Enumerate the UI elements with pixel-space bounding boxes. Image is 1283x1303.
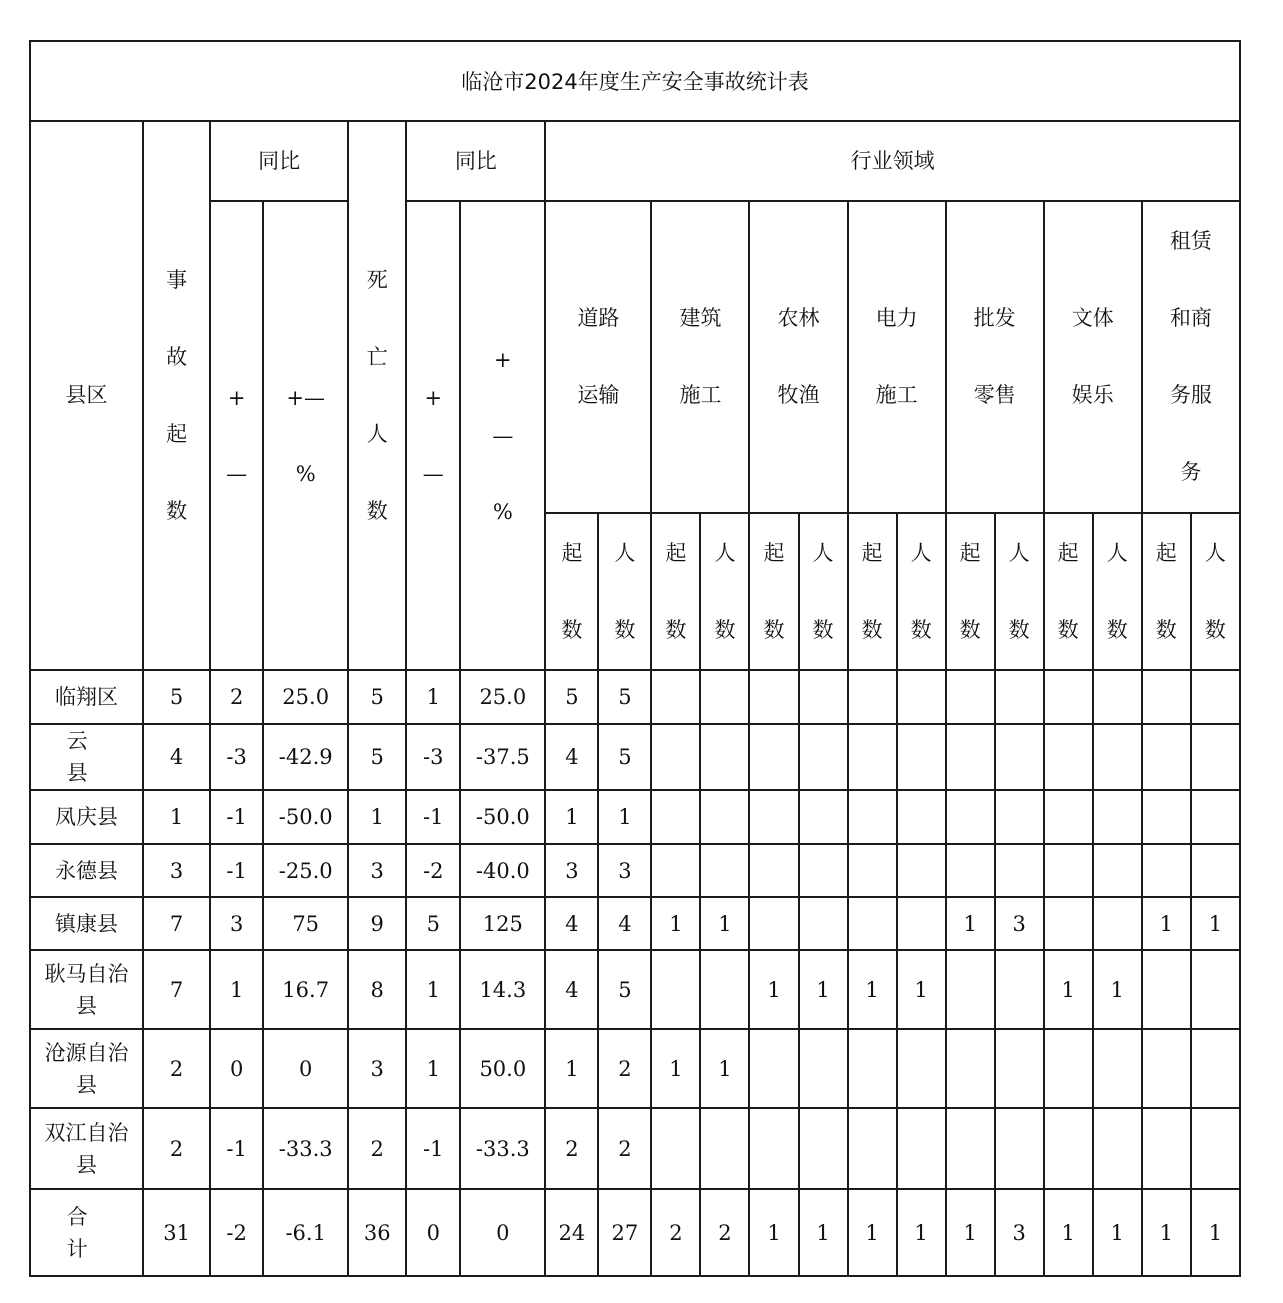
- data-cell: [799, 790, 848, 844]
- data-cell: [749, 897, 798, 950]
- data-cell: [651, 1108, 700, 1189]
- data-cell: [946, 1108, 995, 1189]
- data-cell: 1: [1093, 950, 1142, 1029]
- data-cell: 1: [651, 1029, 700, 1108]
- data-cell: [1093, 670, 1142, 724]
- subheader-people: 人数: [598, 513, 651, 670]
- total-row: [30, 1189, 1240, 1276]
- table-row: [30, 897, 1240, 950]
- data-cell: [749, 1029, 798, 1108]
- data-cell: 5: [598, 670, 651, 724]
- subheader-count: 起数: [848, 513, 897, 670]
- data-cell: [1142, 844, 1191, 897]
- header-deaths: 死亡人数: [348, 121, 406, 670]
- data-cell: 3: [545, 844, 598, 897]
- data-cell: [749, 670, 798, 724]
- data-cell: [1142, 790, 1191, 844]
- data-cell: [1044, 1029, 1093, 1108]
- data-cell: -2: [210, 1189, 263, 1276]
- data-cell: [848, 724, 897, 790]
- data-cell: -25.0: [263, 844, 348, 897]
- data-cell: 0: [210, 1029, 263, 1108]
- county-name: 双江自治县: [30, 1108, 143, 1189]
- data-cell: -1: [406, 790, 460, 844]
- data-cell: 3: [348, 1029, 406, 1108]
- header-accidents-pct: +—%: [263, 201, 348, 670]
- data-cell: [1093, 724, 1142, 790]
- data-cell: [1044, 897, 1093, 950]
- data-cell: [995, 724, 1044, 790]
- data-cell: [749, 1108, 798, 1189]
- data-cell: 16.7: [263, 950, 348, 1029]
- header-accidents-diff: +—: [210, 201, 263, 670]
- county-name: 永德县: [30, 844, 143, 897]
- data-cell: [799, 1108, 848, 1189]
- data-cell: [651, 790, 700, 844]
- subheader-people: 人数: [799, 513, 848, 670]
- data-cell: 1: [1093, 1189, 1142, 1276]
- data-cell: [700, 724, 749, 790]
- data-cell: 5: [406, 897, 460, 950]
- data-cell: [995, 1029, 1044, 1108]
- data-cell: 27: [598, 1189, 651, 1276]
- data-cell: 5: [598, 950, 651, 1029]
- header-sector-retail: 批发零售: [946, 201, 1044, 513]
- data-cell: 3: [995, 1189, 1044, 1276]
- county-name: 云 县: [30, 724, 143, 790]
- accident-statistics-table: [29, 40, 1241, 1277]
- header-deaths-pct: +—%: [460, 201, 545, 670]
- data-cell: -42.9: [263, 724, 348, 790]
- header-yoy-deaths: 同比: [406, 121, 545, 201]
- data-cell: 1: [848, 950, 897, 1029]
- data-cell: [1191, 724, 1240, 790]
- data-cell: 1: [897, 1189, 946, 1276]
- data-cell: [995, 1108, 1044, 1189]
- data-cell: [995, 950, 1044, 1029]
- data-cell: -33.3: [263, 1108, 348, 1189]
- data-cell: [946, 670, 995, 724]
- data-cell: 2: [143, 1029, 210, 1108]
- subheader-count: 起数: [946, 513, 995, 670]
- data-cell: [946, 790, 995, 844]
- data-cell: -50.0: [263, 790, 348, 844]
- subheader-count: 起数: [749, 513, 798, 670]
- data-cell: 1: [897, 950, 946, 1029]
- data-cell: 3: [598, 844, 651, 897]
- data-cell: [1142, 724, 1191, 790]
- data-cell: 4: [545, 897, 598, 950]
- data-cell: 1: [799, 1189, 848, 1276]
- data-cell: [1093, 1029, 1142, 1108]
- data-cell: -33.3: [460, 1108, 545, 1189]
- data-cell: 7: [143, 950, 210, 1029]
- data-cell: [1142, 1029, 1191, 1108]
- data-cell: [946, 724, 995, 790]
- data-cell: 1: [1191, 1189, 1240, 1276]
- header-sector-construction: 建筑施工: [651, 201, 749, 513]
- data-cell: 1: [946, 1189, 995, 1276]
- data-cell: [799, 1029, 848, 1108]
- data-cell: [995, 844, 1044, 897]
- data-cell: 1: [749, 950, 798, 1029]
- data-cell: [749, 724, 798, 790]
- data-cell: [700, 790, 749, 844]
- county-name: 耿马自治县: [30, 950, 143, 1029]
- header-sector-leasing: 租赁和商务服务: [1142, 201, 1240, 513]
- subheader-people: 人数: [1093, 513, 1142, 670]
- header-county: 县区: [30, 121, 143, 670]
- data-cell: 2: [348, 1108, 406, 1189]
- data-cell: 3: [210, 897, 263, 950]
- data-cell: 3: [995, 897, 1044, 950]
- data-cell: 1: [545, 1029, 598, 1108]
- data-cell: [1044, 1108, 1093, 1189]
- data-cell: [749, 790, 798, 844]
- data-cell: 1: [210, 950, 263, 1029]
- data-cell: 3: [348, 844, 406, 897]
- data-cell: [848, 790, 897, 844]
- data-cell: [799, 844, 848, 897]
- data-cell: [651, 950, 700, 1029]
- data-cell: 1: [1142, 897, 1191, 950]
- table-row: [30, 670, 1240, 724]
- data-cell: 1: [406, 950, 460, 1029]
- data-cell: 1: [700, 1029, 749, 1108]
- data-cell: 2: [598, 1029, 651, 1108]
- data-cell: 1: [598, 790, 651, 844]
- header-accidents: 事故起数: [143, 121, 210, 670]
- table-row: [30, 790, 1240, 844]
- data-cell: [1191, 670, 1240, 724]
- county-name: 凤庆县: [30, 790, 143, 844]
- data-cell: [848, 844, 897, 897]
- data-cell: [651, 670, 700, 724]
- data-cell: -1: [210, 790, 263, 844]
- data-cell: 1: [1191, 897, 1240, 950]
- data-cell: [946, 844, 995, 897]
- data-cell: -2: [406, 844, 460, 897]
- data-cell: 8: [348, 950, 406, 1029]
- data-cell: [1142, 950, 1191, 1029]
- data-cell: 5: [598, 724, 651, 790]
- data-cell: 24: [545, 1189, 598, 1276]
- data-cell: 2: [210, 670, 263, 724]
- county-name: 沧源自治县: [30, 1029, 143, 1108]
- data-cell: [1142, 1108, 1191, 1189]
- subheader-count: 起数: [1044, 513, 1093, 670]
- data-cell: 75: [263, 897, 348, 950]
- data-cell: [1191, 844, 1240, 897]
- data-cell: -3: [210, 724, 263, 790]
- data-cell: [848, 670, 897, 724]
- data-cell: 0: [460, 1189, 545, 1276]
- data-cell: -3: [406, 724, 460, 790]
- subheader-count: 起数: [651, 513, 700, 670]
- data-cell: 4: [598, 897, 651, 950]
- data-cell: [946, 1029, 995, 1108]
- subheader-count: 起数: [1142, 513, 1191, 670]
- data-cell: 1: [1044, 1189, 1093, 1276]
- data-cell: 14.3: [460, 950, 545, 1029]
- data-cell: [799, 724, 848, 790]
- data-cell: [995, 670, 1044, 724]
- data-cell: 1: [1044, 950, 1093, 1029]
- data-cell: [799, 897, 848, 950]
- data-cell: 2: [700, 1189, 749, 1276]
- header-deaths-diff: +—: [406, 201, 460, 670]
- data-cell: [700, 844, 749, 897]
- data-cell: 1: [406, 1029, 460, 1108]
- data-cell: [651, 724, 700, 790]
- data-cell: 125: [460, 897, 545, 950]
- data-cell: 2: [651, 1189, 700, 1276]
- data-cell: [897, 724, 946, 790]
- data-cell: [1093, 844, 1142, 897]
- table-row: [30, 1029, 1240, 1108]
- data-cell: 36: [348, 1189, 406, 1276]
- data-cell: 1: [749, 1189, 798, 1276]
- data-cell: 5: [143, 670, 210, 724]
- data-cell: [897, 897, 946, 950]
- data-cell: 4: [545, 724, 598, 790]
- data-cell: 0: [406, 1189, 460, 1276]
- table-row: [30, 844, 1240, 897]
- data-cell: [799, 670, 848, 724]
- data-cell: 3: [143, 844, 210, 897]
- data-cell: -1: [406, 1108, 460, 1189]
- data-cell: [897, 790, 946, 844]
- data-cell: 9: [348, 897, 406, 950]
- data-cell: [700, 950, 749, 1029]
- header-sector-culture: 文体娱乐: [1044, 201, 1142, 513]
- data-cell: [700, 670, 749, 724]
- data-cell: [995, 790, 1044, 844]
- data-cell: [749, 844, 798, 897]
- data-cell: [700, 1108, 749, 1189]
- data-cell: 7: [143, 897, 210, 950]
- data-cell: 1: [1142, 1189, 1191, 1276]
- data-cell: 1: [946, 897, 995, 950]
- subheader-people: 人数: [700, 513, 749, 670]
- data-cell: [1191, 950, 1240, 1029]
- data-cell: 4: [545, 950, 598, 1029]
- county-name: 合 计: [30, 1189, 143, 1276]
- table-title: 临沧市2024年度生产安全事故统计表: [30, 41, 1240, 121]
- data-cell: [1044, 790, 1093, 844]
- subheader-people: 人数: [897, 513, 946, 670]
- header-industry: 行业领域: [545, 121, 1240, 201]
- data-cell: [897, 844, 946, 897]
- data-cell: 25.0: [460, 670, 545, 724]
- data-cell: 2: [598, 1108, 651, 1189]
- table-row: [30, 950, 1240, 1029]
- data-cell: [897, 670, 946, 724]
- data-cell: [1191, 790, 1240, 844]
- data-cell: [1093, 897, 1142, 950]
- data-cell: [848, 897, 897, 950]
- data-cell: [897, 1108, 946, 1189]
- table-row: [30, 724, 1240, 790]
- data-cell: [897, 1029, 946, 1108]
- data-cell: 1: [848, 1189, 897, 1276]
- data-cell: [1142, 670, 1191, 724]
- data-cell: [1044, 724, 1093, 790]
- subheader-count: 起数: [545, 513, 598, 670]
- data-cell: -6.1: [263, 1189, 348, 1276]
- data-cell: -40.0: [460, 844, 545, 897]
- data-cell: -50.0: [460, 790, 545, 844]
- data-cell: 1: [545, 790, 598, 844]
- data-cell: [946, 950, 995, 1029]
- subheader-people: 人数: [1191, 513, 1240, 670]
- data-cell: [848, 1029, 897, 1108]
- data-cell: 25.0: [263, 670, 348, 724]
- header-yoy-accidents: 同比: [210, 121, 348, 201]
- data-cell: [1044, 670, 1093, 724]
- data-cell: [1191, 1108, 1240, 1189]
- header-sector-agriculture: 农林牧渔: [749, 201, 847, 513]
- county-name: 临翔区: [30, 670, 143, 724]
- data-cell: 2: [545, 1108, 598, 1189]
- data-cell: 5: [348, 670, 406, 724]
- data-cell: 1: [700, 897, 749, 950]
- data-cell: 31: [143, 1189, 210, 1276]
- data-cell: [1044, 844, 1093, 897]
- data-cell: -1: [210, 844, 263, 897]
- table-row: [30, 1108, 1240, 1189]
- data-cell: 50.0: [460, 1029, 545, 1108]
- data-cell: [1191, 1029, 1240, 1108]
- data-cell: 2: [143, 1108, 210, 1189]
- county-name: 镇康县: [30, 897, 143, 950]
- data-cell: 1: [406, 670, 460, 724]
- data-cell: 1: [143, 790, 210, 844]
- data-cell: [1093, 1108, 1142, 1189]
- data-cell: [1093, 790, 1142, 844]
- header-sector-power: 电力施工: [848, 201, 946, 513]
- subheader-people: 人数: [995, 513, 1044, 670]
- header-sector-road: 道路运输: [545, 201, 651, 513]
- data-cell: -37.5: [460, 724, 545, 790]
- data-cell: 5: [545, 670, 598, 724]
- data-cell: 4: [143, 724, 210, 790]
- data-cell: 1: [651, 897, 700, 950]
- data-cell: [651, 844, 700, 897]
- data-cell: 1: [799, 950, 848, 1029]
- data-cell: 1: [348, 790, 406, 844]
- data-cell: -1: [210, 1108, 263, 1189]
- data-cell: 0: [263, 1029, 348, 1108]
- data-cell: [848, 1108, 897, 1189]
- data-cell: 5: [348, 724, 406, 790]
